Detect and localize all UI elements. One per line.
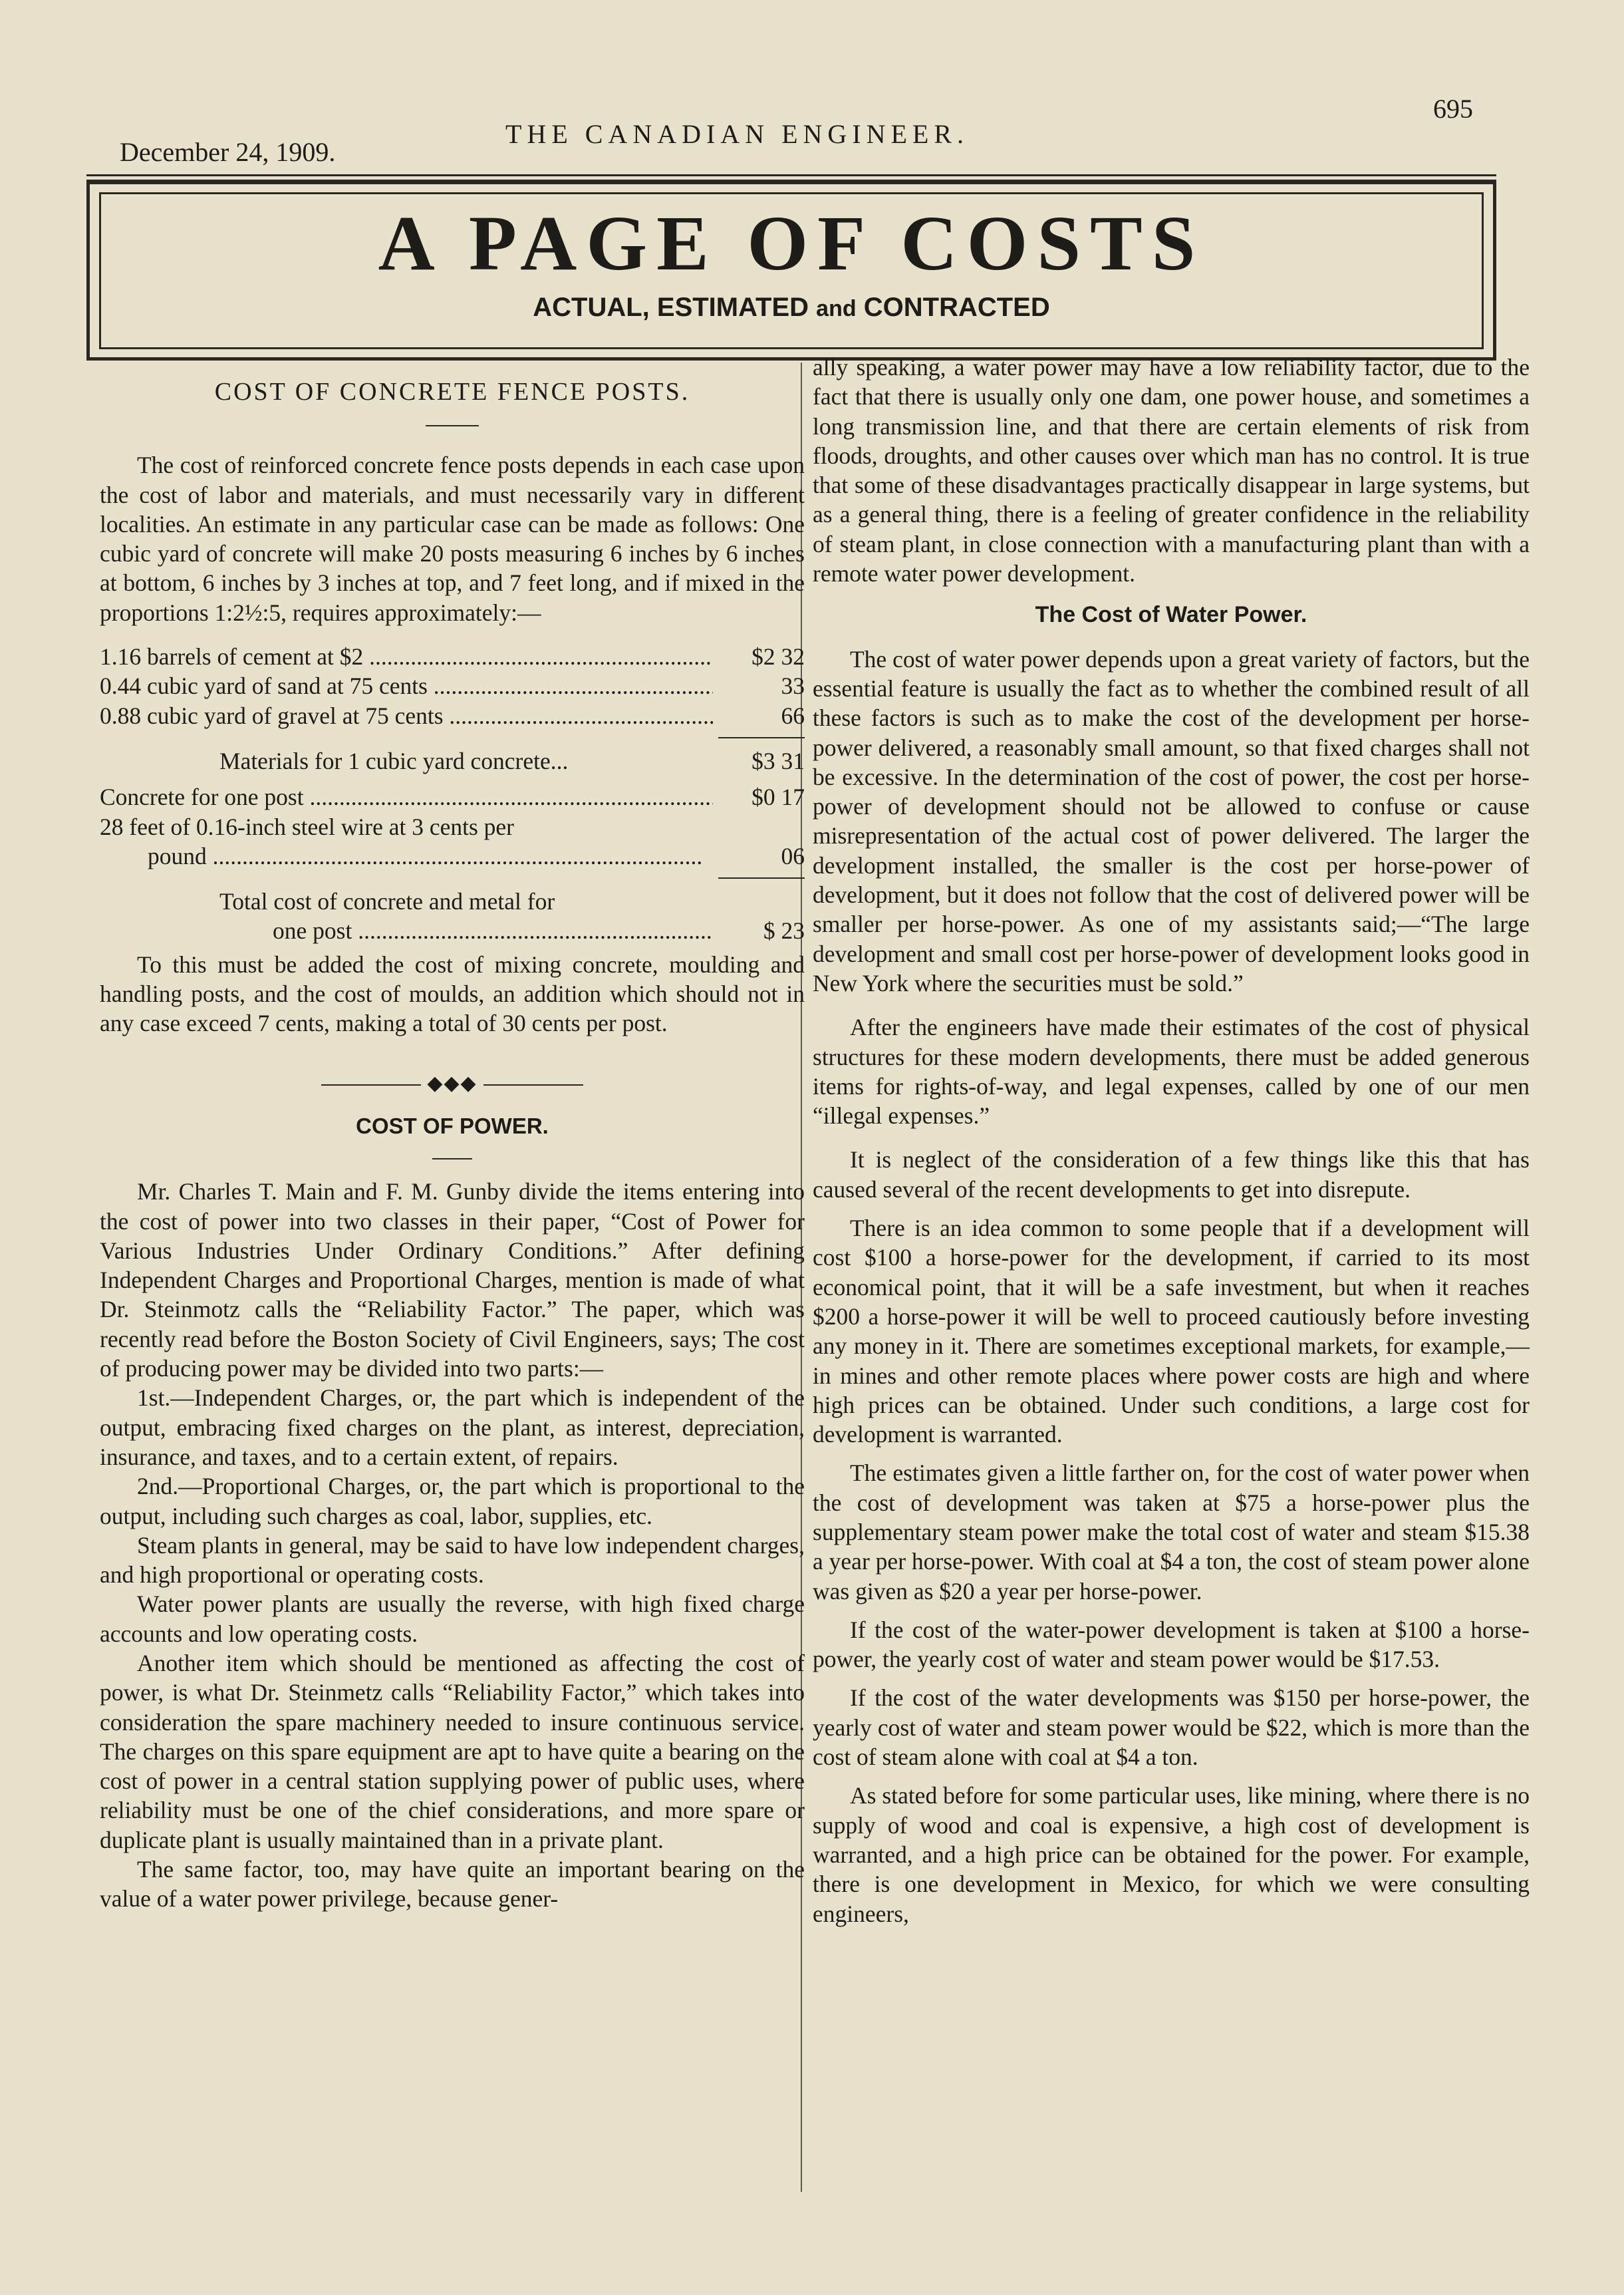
power-paragraph: Steam plants in general, may be said to have low independent charges, and high proportional or operating costs. xyxy=(100,1531,805,1589)
wire-amount: 06 xyxy=(781,842,805,869)
cost-row-amount: 33 xyxy=(781,673,805,700)
water-power-paragraph: It is neglect of the consideration of a few things like this that has caused several of the recent developments to get into disrepute. xyxy=(813,1146,1530,1203)
total-label-line-2: one post ..... xyxy=(100,916,713,945)
header-rule-top xyxy=(86,174,1496,176)
post-row xyxy=(100,782,805,812)
materials-amount: $3 31 xyxy=(751,747,805,774)
cost-row xyxy=(100,642,805,671)
post-amount: $0 17 xyxy=(751,784,805,811)
cost-row-amount: 66 xyxy=(781,702,805,729)
fence-intro-paragraph: The cost of reinforced concrete fence posts depends in each case upon the cost of labor and materials, and must necessarily vary in different localities. An estimate in any particular case can be made as follows: One cubic yard of concrete will make 20 posts measuring 6 inches by 6 inches at bottom, 6 inches by 3 inches at top, and 7 feet long, and if mixed in the proportions 1:2½:5, requires approximately:— xyxy=(100,452,805,626)
power-paragraph: Mr. Charles T. Main and F. M. Gunby divide the items entering into the cost of power into two classes in their paper, “Cost of Power for Various Industries Under Ordinary Conditions.” After defining Independent Charges and Proportional Charges, mention is made of what Dr. Steinmotz calls the “Reliability Factor.” The paper, which was recently read before the Boston Society of Civil Engineers, says; The cost of producing power may be divided into two parts:— xyxy=(100,1178,805,1382)
water-power-heading: The Cost of Water Power. xyxy=(1035,602,1307,628)
water-power-paragraph: If the cost of the water developments was $150 per horse-power, the yearly cost of water and steam power would be $22, which is more than the cost of steam alone with coal at $4 a ton. xyxy=(813,1684,1530,1771)
left-column xyxy=(100,369,805,1914)
ornament-line xyxy=(321,1084,421,1086)
sum-rule xyxy=(718,737,805,738)
total-label-line-1: Total cost of concrete and metal for xyxy=(219,888,555,915)
banner-subtitle-part-2: CONTRACTED xyxy=(863,293,1050,322)
water-power-paragraph: As stated before for some particular uses, like mining, where there is no supply of wood and coal is expensive, a high cost of development is warranted, and a high price can be obtained for the power. For example, there is one development in Mexico, for which we were consulting engineers, xyxy=(813,1782,1530,1927)
cost-row-label: 0.44 cubic yard of sand at 75 cents ..... xyxy=(100,671,713,700)
cost-row xyxy=(100,701,805,730)
heading-rule xyxy=(432,1158,472,1159)
post-label: Concrete for one post ..... xyxy=(100,782,713,812)
water-power-paragraph: There is an idea common to some people that if a development will cost $100 a horse-power for the development, if carried to its most economical point, that it will be a safe investment, but when it reaches $200 a horse-power it will be well to proceed cautiously before investing any money in it. There are sometimes exceptional markets, for example,—in mines and other remote places where power costs are high and where high prices can be obtained. Under such conditions, a large cost for development is warranted. xyxy=(813,1215,1530,1448)
cost-row-label: 0.88 cubic yard of gravel at 75 cents ..... xyxy=(100,701,713,730)
ornament-line xyxy=(483,1084,583,1086)
banner-subtitle-and: and xyxy=(816,296,857,321)
cost-row-amount: $2 32 xyxy=(751,643,805,671)
banner-subtitle xyxy=(101,293,1482,323)
power-paragraph: Another item which should be mentioned as affecting the cost of power, is what Dr. Steinmetz calls “Reliability Factor,” which takes into consideration the spare machinery needed to insure continuous service. The charges on this spare equipment are apt to have quite a bearing on the cost of power in a central station supplying power of public uses, where reliability must be one of the chief considerations, and more spare or duplicate plant is usually maintained than in a private plant. xyxy=(100,1649,805,1853)
right-column xyxy=(813,353,1530,1928)
power-paragraph: The same factor, too, may have quite an important bearing on the value of a water power privilege, because gener- xyxy=(100,1856,805,1913)
page-number: 695 xyxy=(1433,94,1473,124)
fence-closing-paragraph: To this must be added the cost of mixing concrete, moulding and handling posts, and the cost of moulds, an addition which should not in any case exceed 7 cents, making a total of 30 cents per post. xyxy=(100,951,805,1037)
water-power-paragraph: The estimates given a little farther on, for the cost of water power when the cost of development was taken at $75 a horse-power plus the supplementary steam power make the total cost of water and steam $15.38 a year per horse-power. With coal at $4 a ton, the cost of steam power alone was given as $20 a year per horse-power. xyxy=(813,1459,1530,1605)
banner-title: A PAGE OF COSTS xyxy=(378,200,1205,287)
power-paragraph: 2nd.—Proportional Charges, or, the part which is proportional to the output, including such charges as coal, labor, supplies, etc. xyxy=(100,1473,805,1529)
materials-label: Materials for 1 cubic yard concrete... xyxy=(219,747,569,774)
banner-inner-frame xyxy=(99,192,1484,349)
power-heading: COST OF POWER. xyxy=(356,1113,549,1138)
cost-row xyxy=(100,671,805,700)
ornament-diamond-icon: ◆◆◆ xyxy=(427,1072,477,1094)
wire-row-continued xyxy=(100,842,805,871)
wire-label-line-2: pound ..... xyxy=(100,842,713,871)
heading-rule xyxy=(426,425,479,426)
banner-subtitle-part-1: ACTUAL, ESTIMATED xyxy=(533,293,809,322)
cost-table xyxy=(100,642,805,946)
total-row-continued xyxy=(100,916,805,945)
total-amount: $ 23 xyxy=(763,917,805,945)
water-power-paragraph: After the engineers have made their estimates of the cost of physical structures for these modern developments, there must be added generous items for rights-of-way, and legal expenses, called by one of our men “illegal expenses.” xyxy=(813,1014,1530,1130)
cost-row-label: 1.16 barrels of cement at $2 ..... xyxy=(100,642,713,671)
water-power-paragraph: The cost of water power depends upon a great variety of factors, but the essential feature is usually the fact as to whether the combined result of all these factors is such as to make the cost of the development per horse-power delivered, a reasonably small amount, so that fixed charges shall not be excessive. In the determination of the cost of power, the cost per horse-power of development should not be allowed to confuse or cause misrepresentation of the actual cost of power delivered. The larger the development installed, the smaller is the cost per horse-power of development, but it does not follow that the cost of delivered power will be smaller per horse-power. As one of my assistants said;—“The large development and small cost per horse-power of development looks good in New York where the securities must be sold.” xyxy=(813,645,1530,996)
issue-date: December 24, 1909. xyxy=(120,137,336,167)
wire-row xyxy=(100,812,805,842)
sum-rule xyxy=(718,877,805,879)
materials-row xyxy=(100,746,805,776)
wire-label-line-1: 28 feet of 0.16-inch steel wire at 3 cents per xyxy=(100,813,514,840)
power-paragraph: Water power plants are usually the reverse, with high fixed charge accounts and low operating costs. xyxy=(100,1591,805,1647)
banner-box xyxy=(86,181,1496,361)
power-continuation-paragraph: ally speaking, a water power may have a low reliability factor, due to the fact that there is usually only one dam, one power house, and sometimes a long transmission line, and that there are certain elements of risk from floods, droughts, and other causes over which man has no control. It is true that some of these disadvantages practically disappear in large systems, but as a general thing, there is a feeling of greater confidence in the reliability of steam plant, in close connection with a manufacturing plant than with a remote water power development. xyxy=(813,354,1530,587)
total-row xyxy=(100,887,805,916)
section-ornament xyxy=(100,1069,805,1098)
publication-title: THE CANADIAN ENGINEER. xyxy=(505,119,970,149)
power-paragraph: 1st.—Independent Charges, or, the part which is independent of the output, embracing fixed charges on the plant, as interest, depreciation, insurance, and taxes, and to a certain extent, of repairs. xyxy=(100,1384,805,1470)
fence-posts-heading: COST OF CONCRETE FENCE POSTS. xyxy=(214,378,690,406)
water-power-paragraph: If the cost of the water-power development is taken at $100 a horse-power, the yearly cost of water and steam power would be $17.53. xyxy=(813,1616,1530,1673)
